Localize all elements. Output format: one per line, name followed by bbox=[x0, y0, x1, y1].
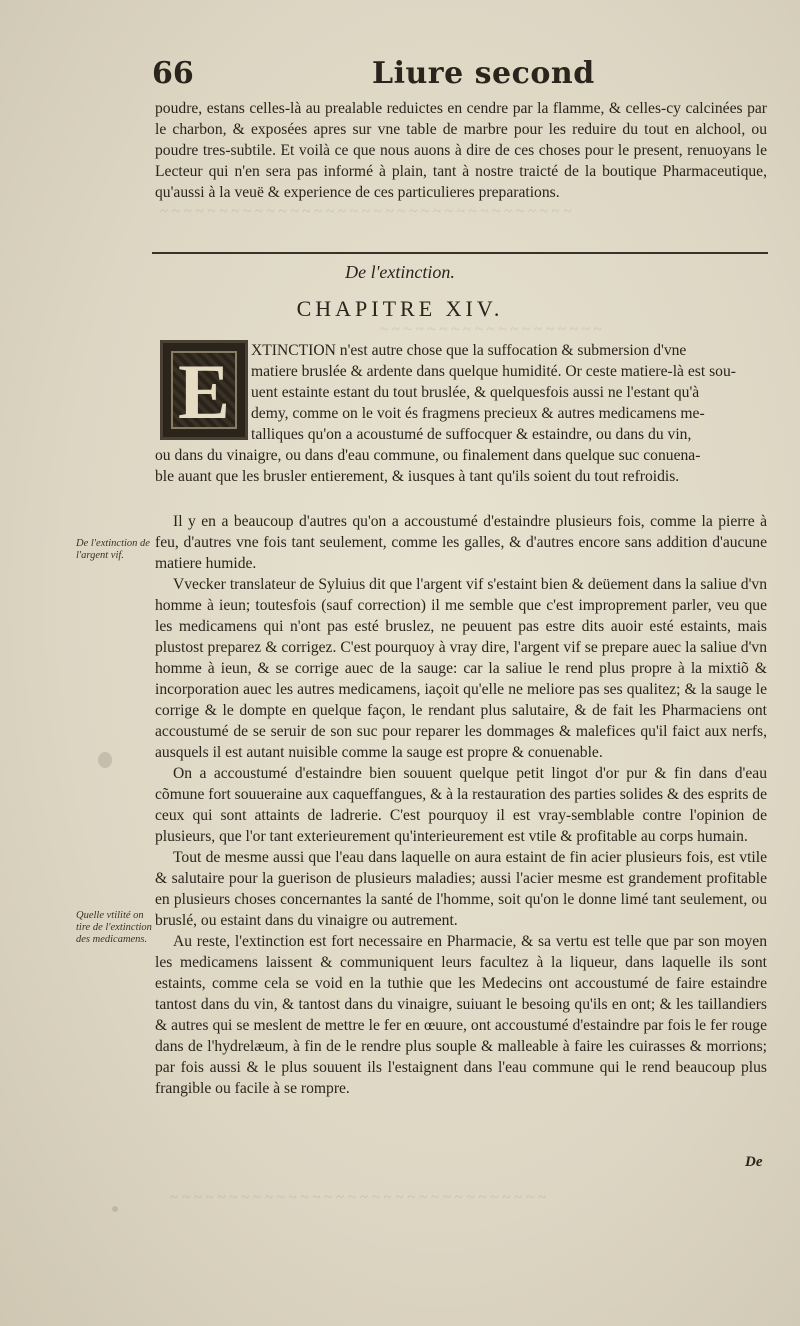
section-subtitle: De l'extinction. bbox=[345, 262, 455, 282]
chapter-heading: CHAPITRE XIV. bbox=[296, 296, 504, 321]
page-header bbox=[150, 56, 770, 96]
bleed-through: ~ ~ ~ ~ ~ ~ ~ ~ ~ ~ ~ ~ ~ ~ ~ ~ ~ ~ ~ ~ ~ ~ ~ ~ ~ ~ ~ ~ ~ ~ ~ ~ ~ ~ ~ bbox=[160, 204, 572, 220]
running-title: Liure second bbox=[372, 56, 595, 91]
chapter-line: matiere bruslée & ardente dans quelque humidité. Or ceste matiere-là est sou- bbox=[251, 363, 736, 380]
margin-note: De l'extinction de l'argent vif. bbox=[76, 538, 150, 561]
paragraph: Vvecker translateur de Syluius dit que l'argent vif s'estaint bien & deüement dans la saliue d'vn homme à ieun; toutesfois (sauf correction) il me semble que c'est improprement parler, veu que les medicamens qui n'ont pas esté bruslez, ne peuuent pas estre dits auoir esté estaints, mais plustost preparez & corrigez. C'est pourquoy à vray dire, l'argent vif se prepare auec la saliue d'vn homme à ieun, & se corrige auec de la sauge: car la saliue le rend plus propre à la mixtiõ & incorporation auec les autres medicamens, iaçoit qu'elle ne meliore pas ses qualitez; & la sauge le corrige & le dompte en quelque façon, le rendant plus salutaire, & de fait les Pharmaciens ont accoustumé de se seruir de son suc pour reparer les dommages & malefices qu'il faict aux nerfs, ausquels il est autant nuisible comme la sauge est propre & conuenable. bbox=[155, 576, 767, 761]
ink-stain bbox=[98, 752, 112, 768]
chapter-line: talliques qu'on a acoustumé de suffocquer & estaindre, ou dans du vin, bbox=[251, 426, 692, 443]
ink-stain bbox=[112, 1206, 118, 1212]
paragraph: On a accoustumé d'estaindre bien souuent quelque petit lingot d'or pur & fin dans d'eau cõmune fort souueraine aux caqueffangues, & à la restauration des parties solides & des esprits de ceux qui sont attaints de ladrerie. C'est pourquoy il est vray-semblable contre l'opinion de plusieurs, que l'or tant exterieurement qu'interieurement est vtile & profitable au corps humain. bbox=[155, 765, 768, 845]
section-rule bbox=[152, 252, 768, 254]
top-paragraph: poudre, estans celles-là au prealable reduictes en cendre par la flamme, & celles-cy calcinées par le charbon, & exposées apres sur vne table de marbre pour les reduire du tout en alchool, ou poudre tres-subtile. Et voilà ce que nous auons à dire de ces choses pour le present, renuoyans le Lecteur qui n'en sera pas informé à plain, tant à nostre traicté de la boutique Pharmaceutique, qu'aussi à la veuë & experience de ces particulieres preparations. bbox=[155, 100, 767, 201]
paragraph: Il y en a beaucoup d'autres qu'on a accoustumé d'estaindre plusieurs fois, comme la pierre à feu, d'autres vne fois tant seulement, comme les galles, & d'autres encore sans addition d'aucune matiere humide. bbox=[155, 513, 767, 572]
catchword: De bbox=[745, 1154, 763, 1170]
margin-note: Quelle vtilité on tire de l'extinction des medicamens. bbox=[76, 910, 152, 945]
paragraph: Au reste, l'extinction est fort necessaire en Pharmacie, & sa vertu est telle que par son moyen les medicamens laissent & communiquent leurs facultez à la liqueur, dans laquelle ils sont estaints, comme cela se void en la tuthie que les Medecins ont accoustumé de faire estaindre tantost dans du vin, & tantost dans du vinaigre, suiuant le besoing qu'ils en ont; & les taillandiers & autres qui se meslent de mettre le fer en œuure, ont accoustumé d'estaindre par fois le fer rouge dans de l'hydrelæum, à fin de le rendre plus souple & malleable à faire les cuirasses & morrions; par fois aussi & le plus souuent ils l'estaignent dans l'eau commune qui le rend beaucoup plus frangible ou facile à se rompre. bbox=[155, 933, 767, 1097]
chapter-line: uent estainte estant du tout bruslée, & quelquesfois aussi ne l'estant qu'à bbox=[251, 384, 700, 401]
bleed-through: ~ ~ ~ ~ ~ ~ ~ ~ ~ ~ ~ ~ ~ ~ ~ ~ ~ ~ ~ bbox=[380, 322, 602, 338]
dropcap-letter: E bbox=[177, 348, 231, 435]
chapter-line: ble auant que les brusler entierement, & iusques à tant qu'ils soient du tout refroidis. bbox=[155, 468, 680, 485]
main-text bbox=[155, 511, 767, 1099]
chapter-line: XTINCTION n'est autre chose que la suffocation & submersion d'vne bbox=[251, 342, 687, 359]
chapter-line: ou dans du vinaigre, ou dans d'eau commune, ou finalement dans quelque suc conuena- bbox=[155, 447, 701, 464]
paragraph: Tout de mesme aussi que l'eau dans laquelle on aura estaint de fin acier plusieurs fois, est vtile & salutaire pour la guerison de plusieurs maladies; aussi l'acier mesme est grandement profitable en plusieurs choses concernantes la santé de l'homme, soit qu'on le donne limé tant seulement, ou bruslé, ou estaint dans du vinaigre ou autrement. bbox=[155, 849, 767, 929]
chapter-opening bbox=[155, 340, 767, 487]
page-number: 66 bbox=[152, 56, 194, 91]
chapter-line: demy, comme on le voit és fragmens precieux & autres medicamens me- bbox=[251, 405, 705, 422]
bleed-through: ~ ~ ~ ~ ~ ~ ~ ~ ~ ~ ~ ~ ~ ~ ~ ~ ~ ~ ~ ~ ~ ~ ~ ~ ~ ~ ~ ~ ~ ~ ~ ~ bbox=[170, 1190, 546, 1206]
